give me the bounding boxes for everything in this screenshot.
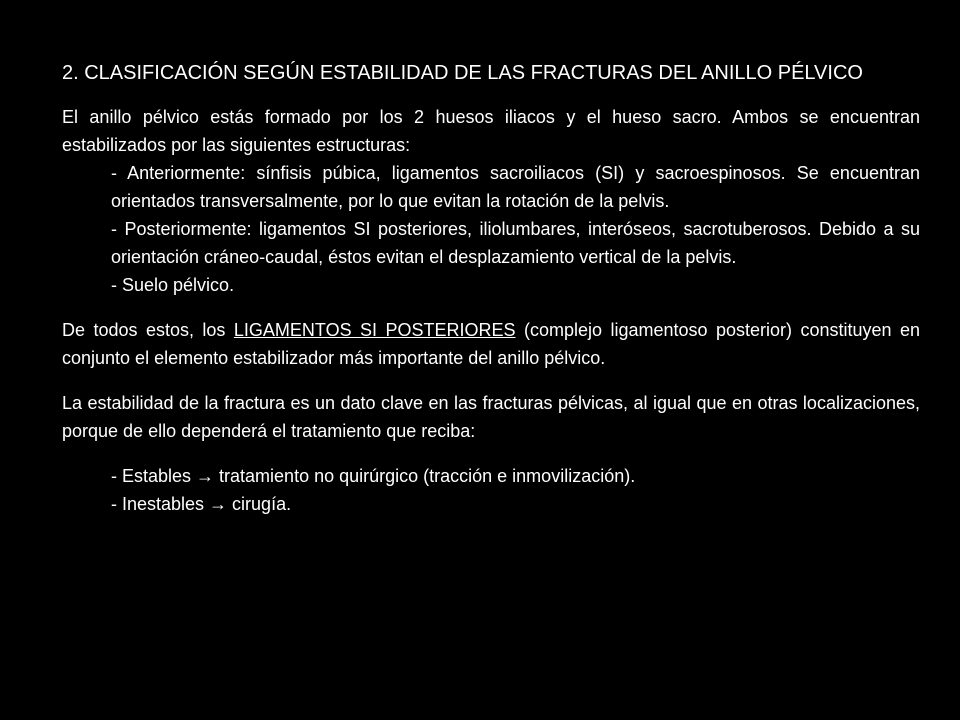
- treatment-item-unstable: - Inestables → cirugía.: [111, 494, 292, 514]
- spacer: [62, 445, 920, 462]
- structure-item-posterior: - Posteriormente: ligamentos SI posteriores, iliolumbares, interóseos, sacrotuberosos. Debido a su orientación cráneo-caudal, éstos evitan el desplazamiento vertical de la pelvis.: [111, 219, 920, 267]
- key-paragraph-highlight: LIGAMENTOS SI POSTERIORES: [233, 320, 516, 340]
- key-paragraph-before: De todos estos, los: [62, 320, 234, 340]
- stability-paragraph: La estabilidad de la fractura es un dato clave en las fracturas pélvicas, al igual que en otras localizaciones, porque de ello dependerá el tratamiento que reciba:: [62, 393, 920, 441]
- spacer: [62, 299, 920, 316]
- intro-paragraph: El anillo pélvico estás formado por los 2 huesos iliacos y el hueso sacro. Ambos se encuentran estabilizados por las siguientes estructuras:: [62, 107, 920, 155]
- slide-title: 2. CLASIFICACIÓN SEGÚN ESTABILIDAD DE LAS FRACTURAS DEL ANILLO PÉLVICO: [62, 62, 863, 84]
- structure-item-pelvic-floor: - Suelo pélvico.: [111, 275, 235, 295]
- structure-item-anterior: - Anteriormente: sínfisis púbica, ligamentos sacroiliacos (SI) y sacroespinosos. Se encuentran orientados transversalmente, por lo que evitan la rotación de la pelvis.: [111, 163, 920, 211]
- spacer: [62, 372, 920, 389]
- structures-list: [62, 159, 920, 299]
- slide-content: [62, 58, 920, 518]
- key-paragraph: [62, 316, 920, 372]
- treatment-list: [62, 462, 920, 518]
- key-paragraph-after: (complejo ligamentoso posterior) constituyen en conjunto el elemento estabilizador más importante del anillo pélvico.: [62, 320, 920, 368]
- treatment-item-stable: - Estables → tratamiento no quirúrgico (tracción e inmovilización).: [111, 466, 636, 486]
